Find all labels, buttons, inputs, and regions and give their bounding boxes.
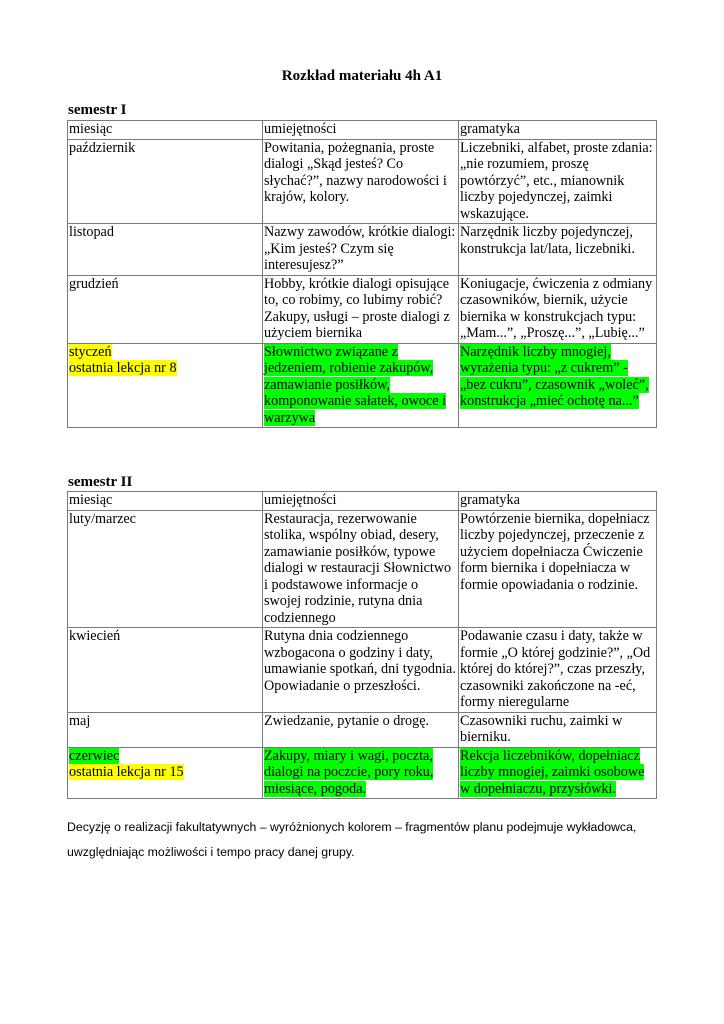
cell-grammar: Czasowniki ruchu, zaimki w bierniku. xyxy=(459,712,657,747)
document-title: Rozkład materiału 4h A1 xyxy=(281,68,443,84)
cell-month: luty/marzec xyxy=(68,510,263,628)
header-month: miesiąc xyxy=(68,121,263,140)
cell-skills: Zwiedzanie, pytanie o drogę. xyxy=(263,712,459,747)
cell-month: grudzień xyxy=(68,275,263,343)
table-header-row xyxy=(68,492,657,511)
cell-skills: Powitania, pożegnania, proste dialogi „Skąd jesteś? Co słychać?”, nazwy narodowości i krajów, kolory. xyxy=(263,139,459,224)
cell-month: kwiecień xyxy=(68,628,263,713)
cell-grammar: Narzędnik liczby pojedynczej, konstrukcja lat/lata, liczebniki. xyxy=(459,224,657,276)
cell-skills-text: Słownictwo związane z jedzeniem, robienie zakupów, zamawianie posiłków, komponowanie sałatek, owoce i warzywa xyxy=(264,343,447,426)
header-skills: umiejętności xyxy=(263,492,459,511)
cell-skills: Hobby, krótkie dialogi opisujące to, co robimy, co lubimy robić? Zakupy, usługi – proste dialogi z użyciem biernika xyxy=(263,275,459,343)
cell-month xyxy=(68,747,263,799)
semester-2-title: semestr II xyxy=(68,474,133,490)
cell-month xyxy=(68,343,263,428)
cell-grammar xyxy=(459,343,657,428)
cell-grammar: Liczebniki, alfabet, proste zdania: „nie rozumiem, proszę powtórzyć”, etc., mianownik liczby pojedynczej, zaimki wskazujące. xyxy=(459,139,657,224)
cell-grammar-text: Rekcja liczebników, dopełniacz liczby mnogiej, zaimki osobowe w dopełniaczu, przysłówki. xyxy=(460,747,645,797)
cell-grammar xyxy=(459,747,657,799)
table-row xyxy=(68,224,657,276)
cell-grammar-text: Narzędnik liczby mnogiej, wyrażenia typu: „z cukrem” - „bez cukru”, czasownik „woleć”, konstrukcja „mieć ochotę na...” xyxy=(460,343,649,409)
cell-skills-text: Zakupy, miary i wagi, poczta, dialogi na poczcie, pory roku, miesiące, pogoda. xyxy=(264,747,434,797)
cell-month: październik xyxy=(68,139,263,224)
last-lesson-note: ostatnia lekcja nr 8 xyxy=(69,360,177,376)
header-grammar: gramatyka xyxy=(459,492,657,511)
table-row-highlighted xyxy=(68,343,657,428)
semester-1-title: semestr I xyxy=(68,102,127,118)
semester-2-table xyxy=(67,491,657,799)
table-row xyxy=(68,712,657,747)
last-lesson-note: ostatnia lekcja nr 15 xyxy=(69,764,184,780)
header-grammar: gramatyka xyxy=(459,121,657,140)
cell-grammar: Koniugacje, ćwiczenia z odmiany czasowników, biernik, użycie biernika w konstrukcjach typu: „Mam...”, „Proszę...”, „Lubię...” xyxy=(459,275,657,343)
cell-month: maj xyxy=(68,712,263,747)
cell-month-text: czerwiec xyxy=(69,747,120,764)
table-row xyxy=(68,139,657,224)
cell-skills: Rutyna dnia codziennego wzbogacona o godziny i daty, umawianie spotkań, dni tygodnia. Opowiadanie o przeszłości. xyxy=(263,628,459,713)
cell-skills: Nazwy zawodów, krótkie dialogi: „Kim jesteś? Czym się interesujesz?” xyxy=(263,224,459,276)
table-row xyxy=(68,510,657,628)
cell-skills xyxy=(263,747,459,799)
cell-month-text: styczeń xyxy=(69,343,112,360)
table-row-highlighted xyxy=(68,747,657,799)
table-header-row xyxy=(68,121,657,140)
footnote-line-1: Decyzję o realizacji fakultatywnych – wyróżnionych kolorem – fragmentów planu podejmuje wykładowca, xyxy=(67,820,637,834)
cell-grammar: Podawanie czasu i daty, także w formie „O której godzinie?”, „Od której do której?”, czas przeszły, czasowniki zakończone na -eć, formy nieregularne xyxy=(459,628,657,713)
table-row xyxy=(68,275,657,343)
cell-grammar: Powtórzenie biernika, dopełniacz liczby pojedynczej, przeczenie z użyciem dopełniacza Ćwiczenie form biernika i dopełniacza w formie opowiadania o rodzinie. xyxy=(459,510,657,628)
table-row xyxy=(68,628,657,713)
cell-skills: Restauracja, rezerwowanie stolika, wspólny obiad, desery, zamawianie posiłków, typowe dialogi w restauracji Słownictwo i podstawowe informacje o swojej rodzinie, rutyna dnia codziennego xyxy=(263,510,459,628)
footnote-line-2: uwzględniając możliwości i tempo pracy danej grupy. xyxy=(67,845,355,859)
cell-skills xyxy=(263,343,459,428)
header-skills: umiejętności xyxy=(263,121,459,140)
semester-1-table xyxy=(67,120,657,428)
header-month: miesiąc xyxy=(68,492,263,511)
cell-month: listopad xyxy=(68,224,263,276)
